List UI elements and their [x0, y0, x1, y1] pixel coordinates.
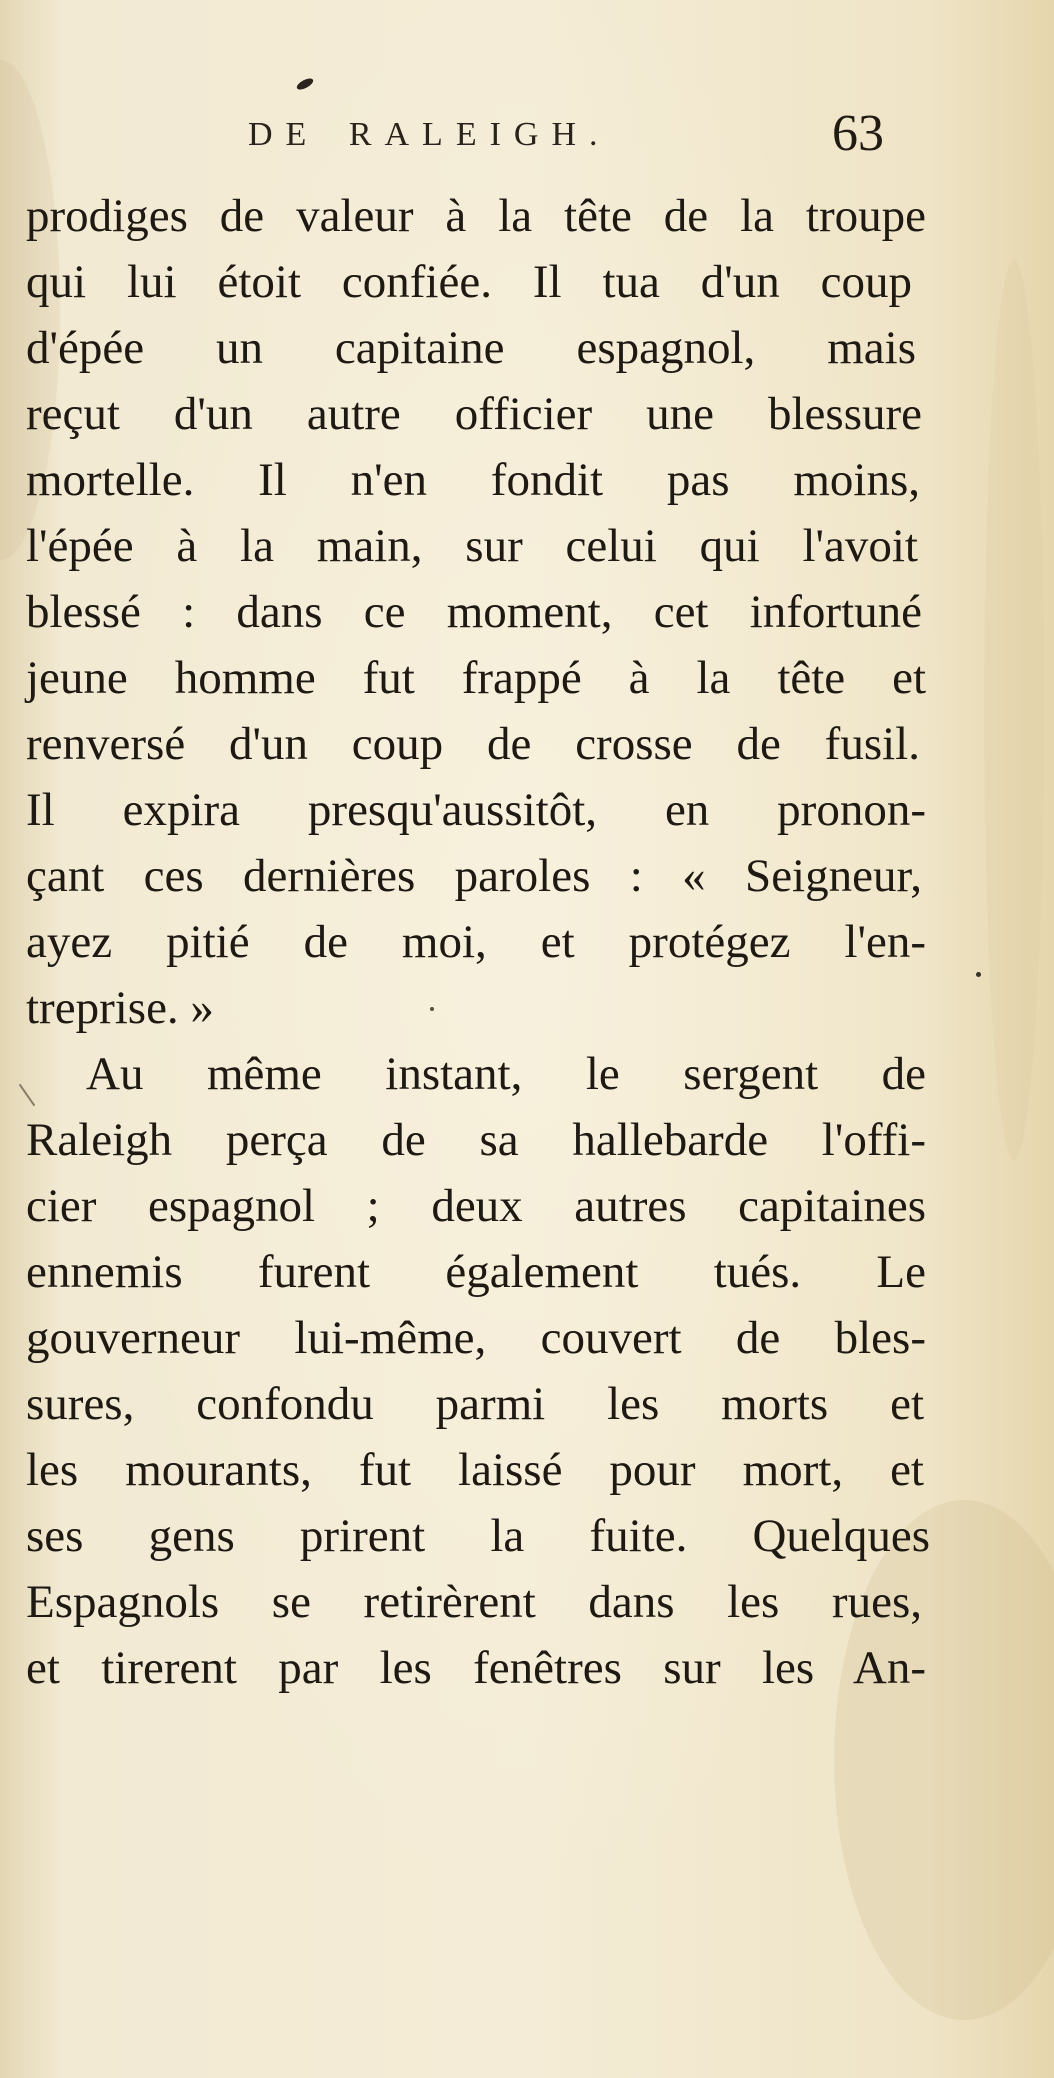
text-line: jeune homme fut frappé à la tête et: [26, 652, 926, 704]
text-line: d'épée un capitaine espagnol, mais: [26, 322, 916, 374]
text-line: ses gens prirent la fuite. Quelques: [26, 1510, 930, 1562]
text-line: Espagnols se retirèrent dans les rues,: [26, 1576, 922, 1628]
text-line: çant ces dernières paroles : « Seigneur,: [26, 850, 922, 902]
text-line: sures, confondu parmi les morts et: [26, 1378, 924, 1430]
text-line: cier espagnol ; deux autres capitaines: [26, 1180, 926, 1232]
running-title: DE RALEIGH.: [248, 116, 611, 153]
text-line: blessé : dans ce moment, cet infortuné: [26, 586, 922, 638]
ink-mark: [295, 76, 315, 92]
text-line: Il expira presqu'aussitôt, en pronon-: [26, 784, 926, 836]
text-line: ennemis furent également tués. Le: [26, 1246, 926, 1298]
text-line: prodiges de valeur à la tête de la troupe: [26, 190, 926, 242]
paper-stain: [984, 260, 1044, 1160]
text-line: Raleigh perça de sa hallebarde l'offi-: [26, 1114, 926, 1166]
text-line: ayez pitié de moi, et protégez l'en-: [26, 916, 926, 968]
text-line: et tirerent par les fenêtres sur les An-: [26, 1642, 926, 1694]
text-line: gouverneur lui-même, couvert de bles-: [26, 1312, 926, 1364]
text-line: reçut d'un autre officier une blessure: [26, 388, 922, 440]
text-line: Au même instant, le sergent de: [86, 1048, 926, 1100]
ink-speck: [430, 1007, 434, 1011]
text-line: les mourants, fut laissé pour mort, et: [26, 1444, 924, 1496]
margin-mark: [19, 1084, 36, 1106]
running-head: [0, 104, 1054, 164]
text-line: treprise. »: [26, 982, 214, 1034]
text-line: qui lui étoit confiée. Il tua d'un coup: [26, 256, 912, 308]
text-line: l'épée à la main, sur celui qui l'avoit: [26, 520, 918, 572]
text-line: renversé d'un coup de crosse de fusil.: [26, 718, 920, 770]
text-line: mortelle. Il n'en fondit pas moins,: [26, 454, 920, 506]
ink-speck: [976, 972, 981, 977]
page-number: 63: [832, 105, 884, 162]
